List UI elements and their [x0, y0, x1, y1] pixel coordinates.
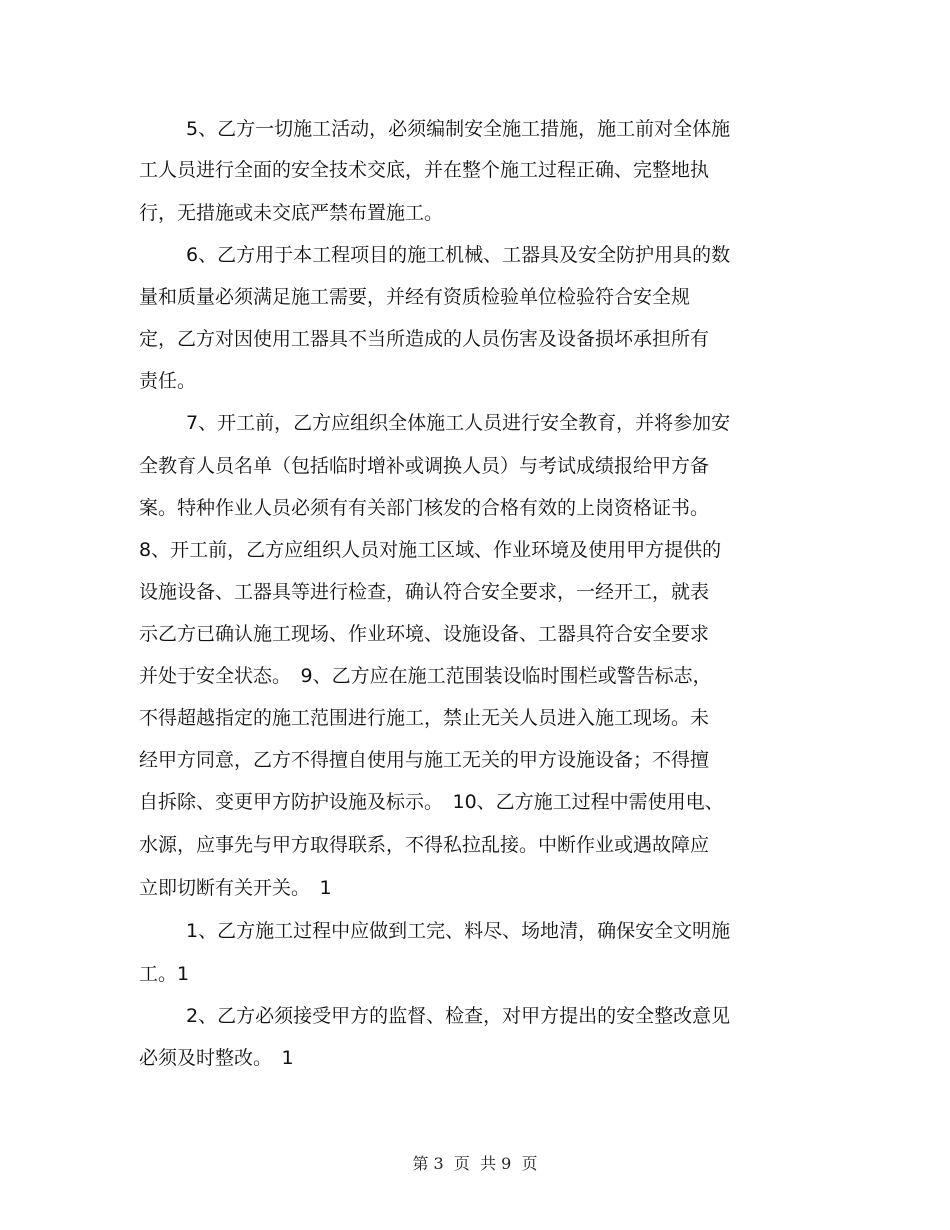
- text-line: 工。1: [139, 963, 190, 985]
- text-line: 经甲方同意，乙方不得擅自使用与施工无关的甲方设施设备；不得擅: [139, 749, 710, 771]
- text-line: 7、开工前，乙方应组织全体施工人员进行安全教育，并将参加安: [186, 412, 731, 434]
- text-line: 全教育人员名单（包括临时增补或调换人员）与考试成绩报给甲方备: [139, 455, 710, 477]
- text-line: 不得超越指定的施工范围进行施工，禁止无关人员进入施工现场。未: [139, 707, 710, 729]
- text-line: 2、乙方必须接受甲方的监督、检查，对甲方提出的安全整改意见: [186, 1005, 731, 1027]
- text-line: 6、乙方用于本工程项目的施工机械、工器具及安全防护用具的数: [186, 244, 731, 266]
- text-line: 并处于安全状态。 9、乙方应在施工范围装设临时围栏或警告标志，: [139, 665, 712, 687]
- page-number-footer: 第 3 页 共 9 页: [412, 1154, 538, 1173]
- text-line: 水源，应事先与甲方取得联系，不得私拉乱接。中断作业或遇故障应: [139, 834, 710, 856]
- text-line: 责任。: [139, 370, 197, 392]
- text-line: 自拆除、变更甲方防护设施及标示。 10、乙方施工过程中需使用电、: [139, 791, 724, 813]
- text-line: 定，乙方对因使用工器具不当所造成的人员伤害及设备损坏承担所有: [139, 328, 710, 350]
- text-line: 工人员进行全面的安全技术交底，并在整个施工过程正确、完整地执: [139, 159, 710, 181]
- text-line: 1、乙方施工过程中应做到工完、料尽、场地清，确保安全文明施: [186, 920, 731, 942]
- text-line: 8、开工前，乙方应组织人员对施工区域、作业环境及使用甲方提供的: [139, 539, 722, 561]
- text-line: 5、乙方一切施工活动，必须编制安全施工措施，施工前对全体施: [186, 118, 731, 140]
- text-line: 示乙方已确认施工现场、作业环境、设施设备、工器具符合安全要求: [139, 623, 710, 645]
- text-line: 必须及时整改。 1: [139, 1047, 294, 1069]
- text-line: 立即切断有关开关。 1: [139, 877, 332, 899]
- text-line: 行，无措施或未交底严禁布置施工。: [139, 202, 444, 224]
- text-line: 案。特种作业人员必须有有关部门核发的合格有效的上岗资格证书。: [139, 497, 710, 519]
- text-line: 量和质量必须满足施工需要，并经有资质检验单位检验符合安全规: [139, 286, 691, 308]
- text-line: 设施设备、工器具等进行检查，确认符合安全要求，一经开工，就表: [139, 581, 710, 603]
